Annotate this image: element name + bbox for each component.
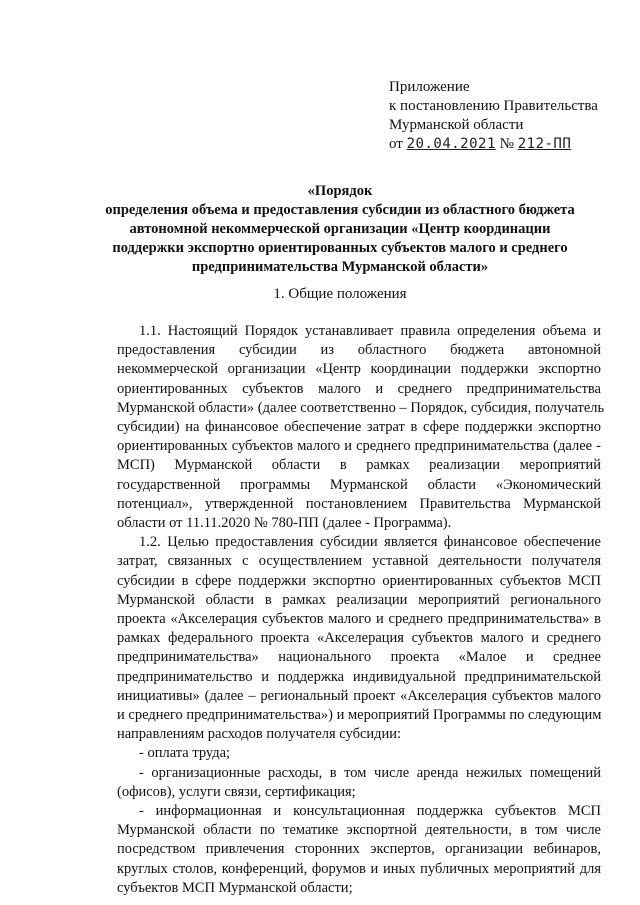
- body-line: некоммерческой организации «Центр координации поддержки экспортно: [117, 361, 601, 378]
- body-line: Мурманской области» (далее соответственно – Порядок, субсидия, получатель: [117, 399, 605, 416]
- body-line: - информационная и консультационная поддержка субъектов МСП: [139, 803, 601, 820]
- body-line: государственной программы Мурманской области «Экономический: [117, 476, 601, 493]
- body-line: инициативы» (далее – региональный проект «Акселерация субъектов малого: [117, 687, 601, 704]
- body-line: МСП) Мурманской области в рамках реализации мероприятий: [117, 457, 601, 474]
- body-line: - оплата труда;: [139, 745, 231, 762]
- from-label: от: [389, 136, 403, 152]
- body-line: ориентированных субъектов малого и среднего предпринимательства: [117, 380, 601, 397]
- document-title: [90, 182, 590, 277]
- body-line: Мурманской области в рамках реализации мероприятий регионального: [117, 591, 601, 608]
- resolution-number: 212-ПП: [517, 136, 572, 152]
- body-line: круглых столов, конференций, форумов и иных публичных мероприятий для: [117, 860, 601, 877]
- body-text: [117, 322, 605, 898]
- body-line: (офисов), услуги связи, сертификация;: [117, 783, 356, 800]
- body-line: 1.1. Настоящий Порядок устанавливает правила определения объема и: [139, 323, 601, 339]
- body-line: ориентированных субъектов малого и среднего предпринимательства (далее -: [117, 438, 601, 455]
- title-line-1: «Порядок: [307, 183, 373, 199]
- appendix-line-1: Приложение: [389, 79, 470, 95]
- section-heading: 1. Общие положения: [273, 286, 407, 302]
- appendix-block: [389, 78, 598, 154]
- appendix-line-3: Мурманской области: [389, 117, 524, 133]
- body-line: направлениям расходов получателя субсидии:: [117, 726, 402, 743]
- body-line: предпринимательства» национального проекта «Малое и среднее: [117, 649, 601, 666]
- body-line: посредством привлечения сторонних экспертов, организации вебинаров,: [117, 841, 601, 858]
- number-label: №: [499, 136, 514, 152]
- body-line: 1.2. Целью предоставления субсидии является финансовое обеспечение: [139, 534, 601, 551]
- appendix-date-line: [389, 135, 598, 154]
- title-line-4: поддержки экспортно ориентированных субъектов малого и среднего: [112, 240, 568, 256]
- body-line: и среднего предпринимательства») и мероприятий Программы по следующим: [117, 707, 602, 724]
- body-line: проекта «Акселерация субъектов малого и среднего предпринимательства» в: [117, 611, 601, 628]
- title-line-3: автономной некоммерческой организации «Центр координации: [129, 221, 551, 237]
- resolution-date: 20.04.2021: [406, 136, 496, 152]
- title-line-2: определения объема и предоставления субсидии из областного бюджета: [105, 202, 575, 218]
- body-line: Мурманской области по тематике экспортной деятельности, в том числе: [117, 822, 601, 839]
- body-line: потенциал», утвержденной постановлением Правительства Мурманской: [117, 495, 601, 512]
- body-line: субсидии в сфере поддержки экспортно ориентированных субъектов МСП: [117, 572, 601, 589]
- body-line: затрат, связанных с осуществлением уставной деятельности получателя: [117, 553, 601, 570]
- appendix-line-2: к постановлению Правительства: [389, 98, 598, 114]
- body-line: рамках федерального проекта «Акселерация субъектов малого и среднего: [117, 630, 601, 647]
- body-line: субсидии) на финансовое обеспечение затрат в сфере поддержки экспортно: [117, 419, 601, 436]
- body-line: области от 11.11.2020 № 780-ПП (далее - Программа).: [117, 515, 452, 532]
- body-line: - организационные расходы, в том числе аренда нежилых помещений: [139, 764, 601, 781]
- title-line-5: предпринимательства Мурманской области»: [191, 259, 489, 275]
- body-line: субъектов МСП Мурманской области;: [117, 879, 353, 896]
- body-line: предпринимательство и поддержка индивидуальной предпринимательской: [117, 668, 601, 685]
- body-line: предоставления субсидии из областного бюджета автономной: [117, 342, 601, 359]
